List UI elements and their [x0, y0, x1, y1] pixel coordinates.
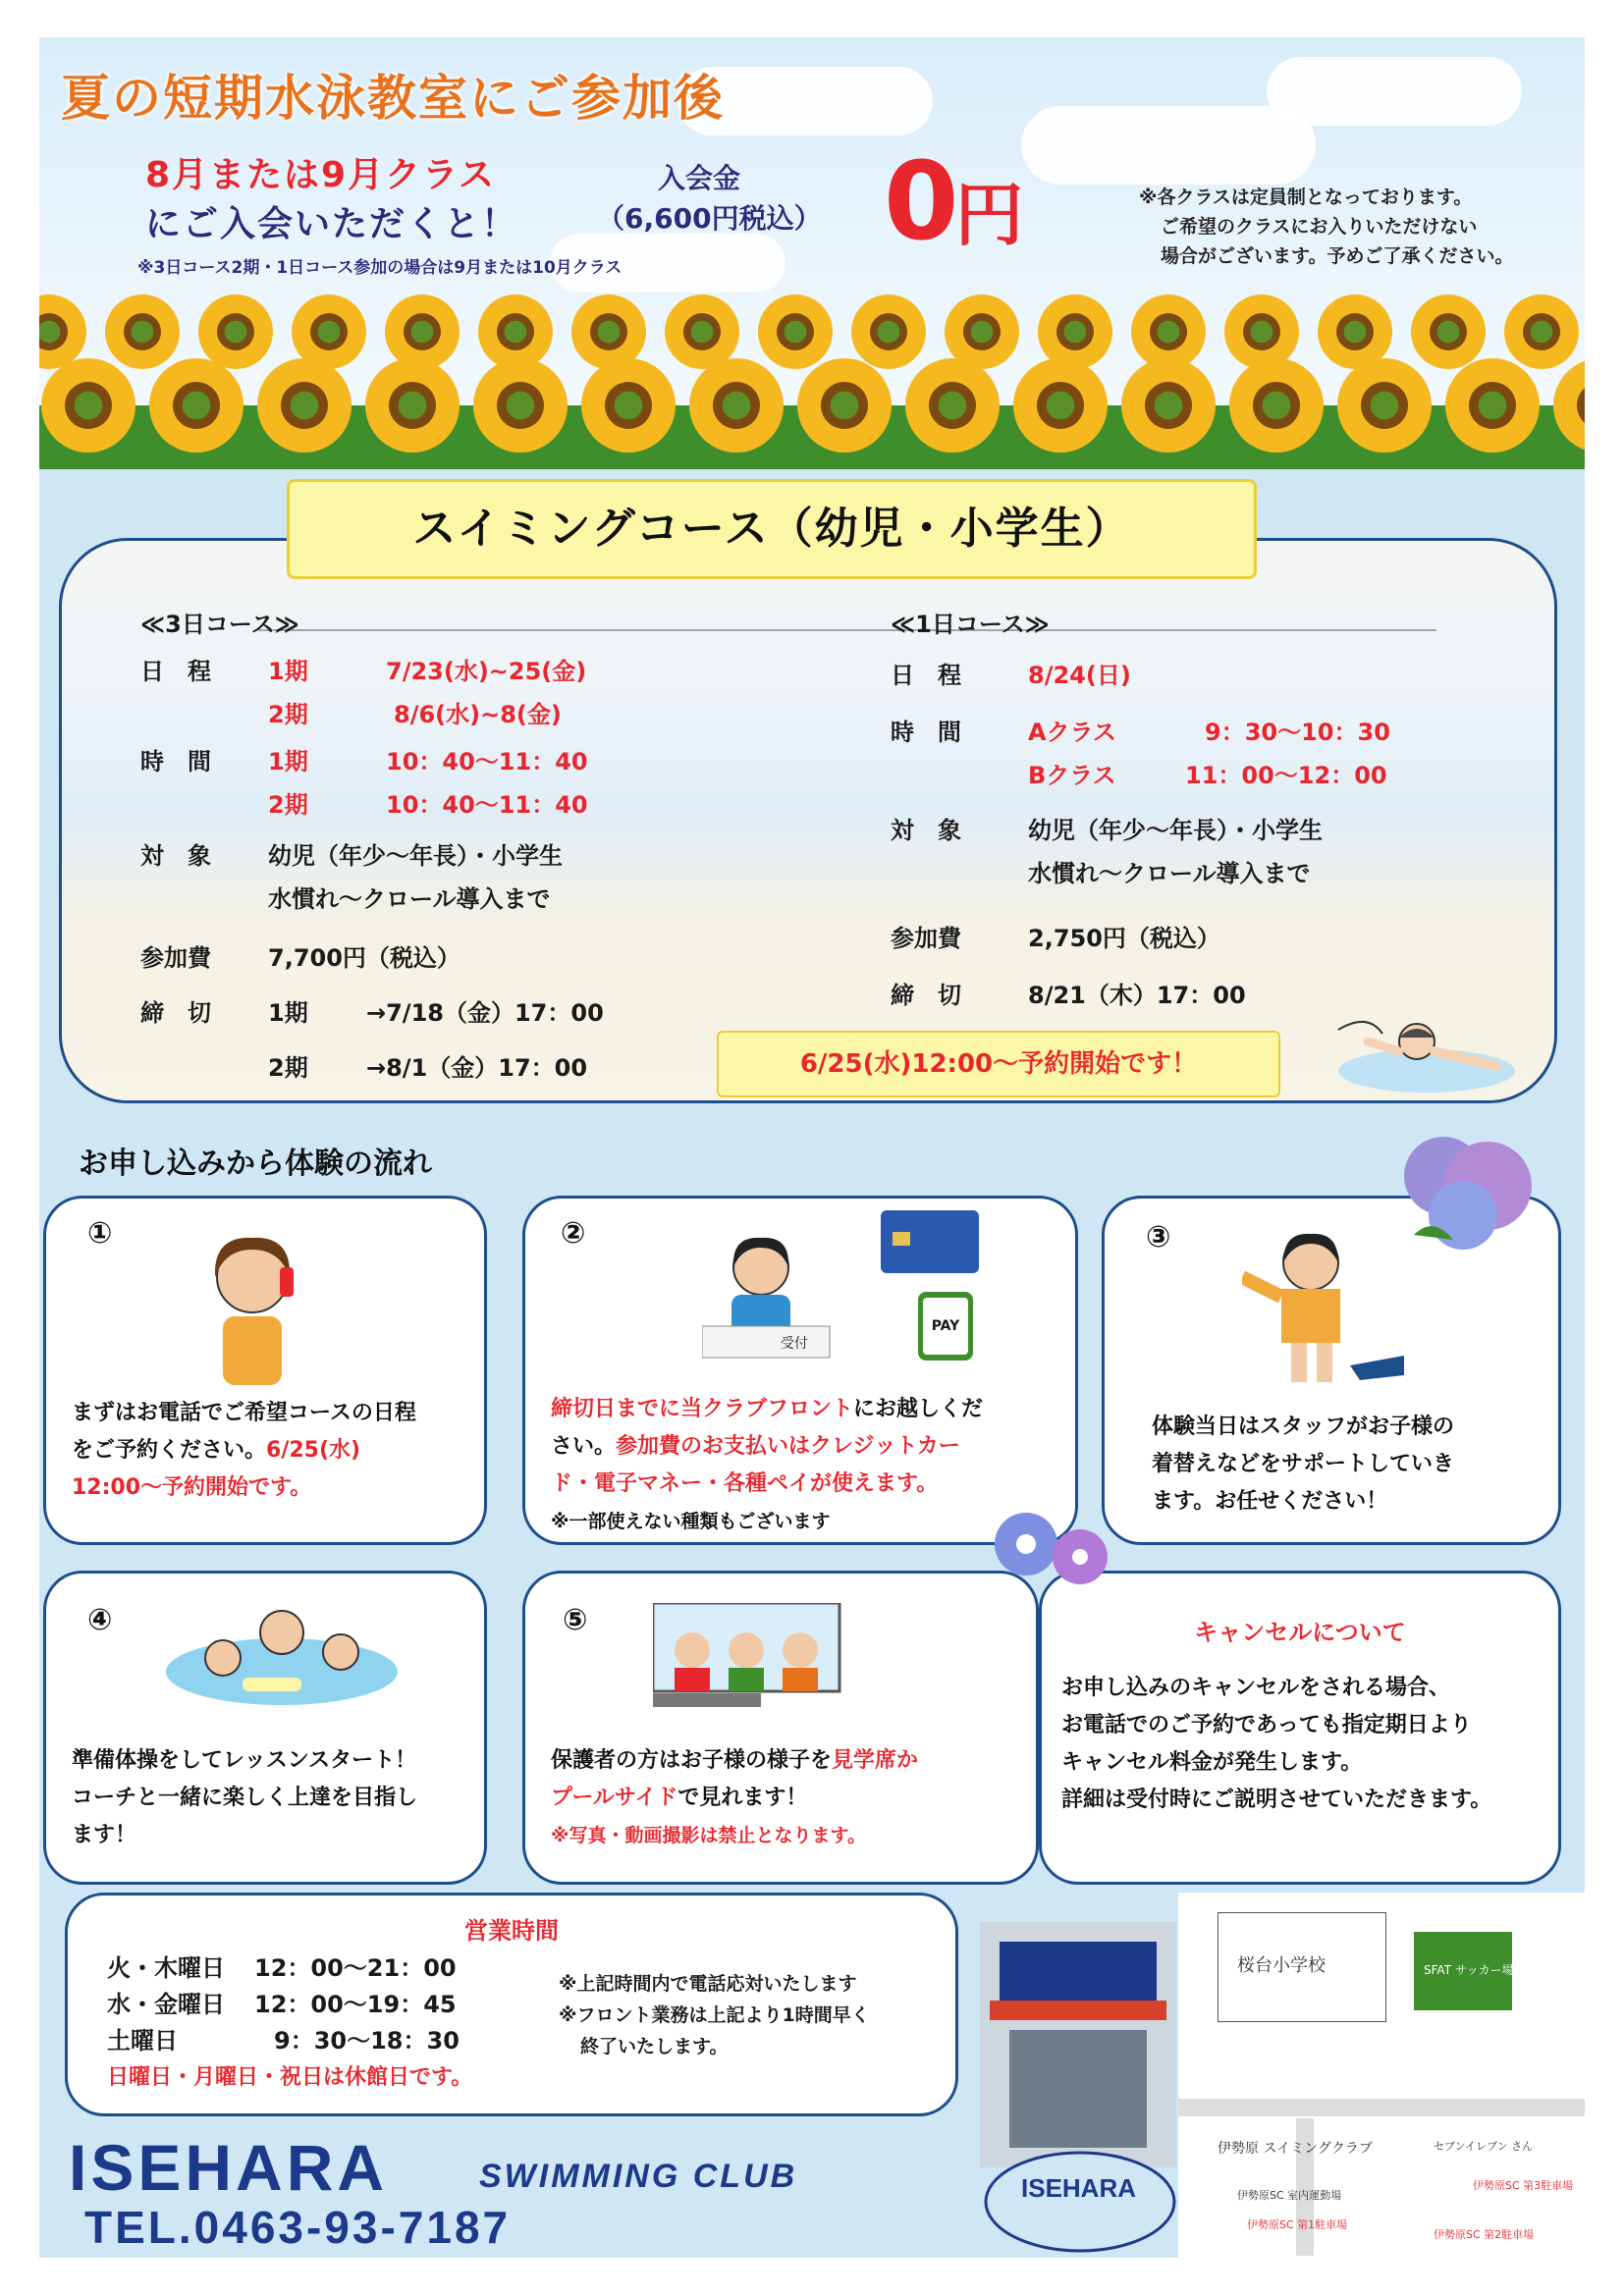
- access-map: 桜台小学校 SFAT サッカー場 伊勢原 スイミングクラブ 伊勢原SC 室内運動場 セブンイレブン さん 伊勢原SC 第3駐車場 伊勢原SC 第1駐車場 伊勢原SC 第2駐車場: [1178, 1893, 1585, 2258]
- class-offer-line1: 8月または9月クラス: [145, 155, 497, 195]
- club-logo: ISEHARA: [69, 2131, 389, 2204]
- morning-glory-illustration: [982, 1500, 1119, 1598]
- cancel-policy-box: [1039, 1571, 1561, 1885]
- step-number: ④: [87, 1603, 113, 1637]
- hours-notes: ※上記時間内で電話応対いたします ※フロント業務は上記より1時間早く 終了いたします。: [559, 1973, 870, 2057]
- club-logo-subtitle: SWIMMING CLUB: [479, 2158, 798, 2195]
- credit-card-icon: [879, 1208, 987, 1287]
- step-number: ⑤: [563, 1603, 588, 1637]
- flyer-page: [39, 37, 1585, 2258]
- step-number: ③: [1146, 1220, 1171, 1255]
- capacity-note: ※各クラスは定員制となっております。 ご希望のクラスにお入りいただけない 場合がございます。予めご了承ください。: [1139, 187, 1514, 267]
- class-offer-note: ※3日コース2期・1日コース参加の場合は9月または10月クラス: [137, 258, 623, 278]
- swimmer-illustration: [1328, 1012, 1525, 1100]
- step-2-text: 締切日までに当クラブフロントにお越しくだ さい。参加費のお支払いはクレジットカー ド・電子マネー・各種ペイが使えます。 ※一部使えない種類もございます: [551, 1397, 984, 1532]
- flow-step-5: [522, 1571, 1039, 1885]
- business-hours-box: [65, 1893, 958, 2116]
- entry-fee-amount: （6,600円税込）: [597, 202, 822, 235]
- svg-text:ISEHARA: ISEHARA: [1021, 2173, 1137, 2203]
- sunflower-field-illustration: [39, 288, 1585, 469]
- class-offer-line2: にご入会いただくと！: [145, 204, 519, 244]
- course-title: スイミングコース（幼児・小学生）: [287, 479, 1257, 579]
- course-info-box: ≪3日コース≫ 日 程 1期 7/23(水)~25(金) 2期 8/6(水)~8(金) 時 間 1期 10：40～11：40 2期 10：40～11：40 対 象 幼児（年少～年長）・小学生 水慣れ～クロール導入まで 参加費 7,700円（税込） 締 切 1期 →7/18（金）17：00 2期 →8/1（金）17：00 ≪1日コース≫ 日 程 8/24(日) 時 間 Aクラス 9：30～10：30 Bクラス 11：00～12：00 対 象 幼児（年少～年長）・小学生 水慣れ～クロール導入まで 参加費 2,750円（税込） 締 切 8/21（木）17：00: [59, 538, 1557, 1103]
- reception-staff-icon: [702, 1228, 839, 1365]
- step-4-text: 準備体操をしてレッスンスタート！ コーチと一緒に楽しく上達を目指し ます！: [72, 1748, 418, 1847]
- step-number: ①: [87, 1216, 113, 1251]
- club-building-photo: [980, 1922, 1176, 2167]
- svg-text:受付: 受付: [781, 1336, 808, 1352]
- viewing-window-icon: [653, 1603, 849, 1711]
- club-emblem-icon: [982, 2148, 1178, 2256]
- swimming-lesson-icon: [164, 1593, 409, 1711]
- cancel-text: お申し込みのキャンセルをされる場合、 お電話でのご予約であっても指定期日より キャンセル料金が発生します。 詳細は受付時にご説明させていただきます。: [1061, 1676, 1492, 1812]
- hours-table: 火・木曜日 12：00～21：00 水・金曜日 12：00～19：45 土曜日 9：30～18：30 日曜日・月曜日・祝日は休館日です。: [107, 1954, 473, 2090]
- zero-yen: 0円: [884, 138, 1020, 264]
- entry-fee-label: 入会金: [658, 162, 741, 194]
- hours-title: 営業時間: [464, 1917, 559, 1945]
- hydrangea-illustration: [1394, 1127, 1542, 1255]
- reservation-start-badge: 6/25(水)12:00～予約開始です！: [717, 1031, 1280, 1097]
- flow-title: お申し込みから体験の流れ: [79, 1147, 432, 1181]
- top-banner: [39, 37, 1585, 469]
- headline: 夏の短期水泳教室にご参加後: [61, 70, 725, 127]
- phone-call-icon: [193, 1228, 311, 1385]
- flow-step-4: [43, 1571, 487, 1885]
- phone-number[interactable]: TEL.0463-93-7187: [84, 2202, 512, 2253]
- flow-step-1: [43, 1196, 487, 1545]
- step-number: ②: [561, 1216, 586, 1251]
- step-5-text: 保護者の方はお子様の様子を見学席か プールサイドで見れます！ ※写真・動画撮影は禁止となります。: [551, 1748, 919, 1846]
- cancel-title: キャンセルについて: [1194, 1619, 1406, 1646]
- step-1-text: まずはお電話でご希望コースの日程 をご予約ください。6/25(水) 12:00～予約開始です。: [72, 1401, 416, 1500]
- changing-child-icon: [1242, 1218, 1409, 1395]
- mobile-pay-icon: PAY: [918, 1292, 973, 1361]
- flow-step-2: [522, 1196, 1078, 1545]
- step-3-text: 体験当日はスタッフがお子様の 着替えなどをサポートしていき ます。お任せください！: [1152, 1415, 1455, 1514]
